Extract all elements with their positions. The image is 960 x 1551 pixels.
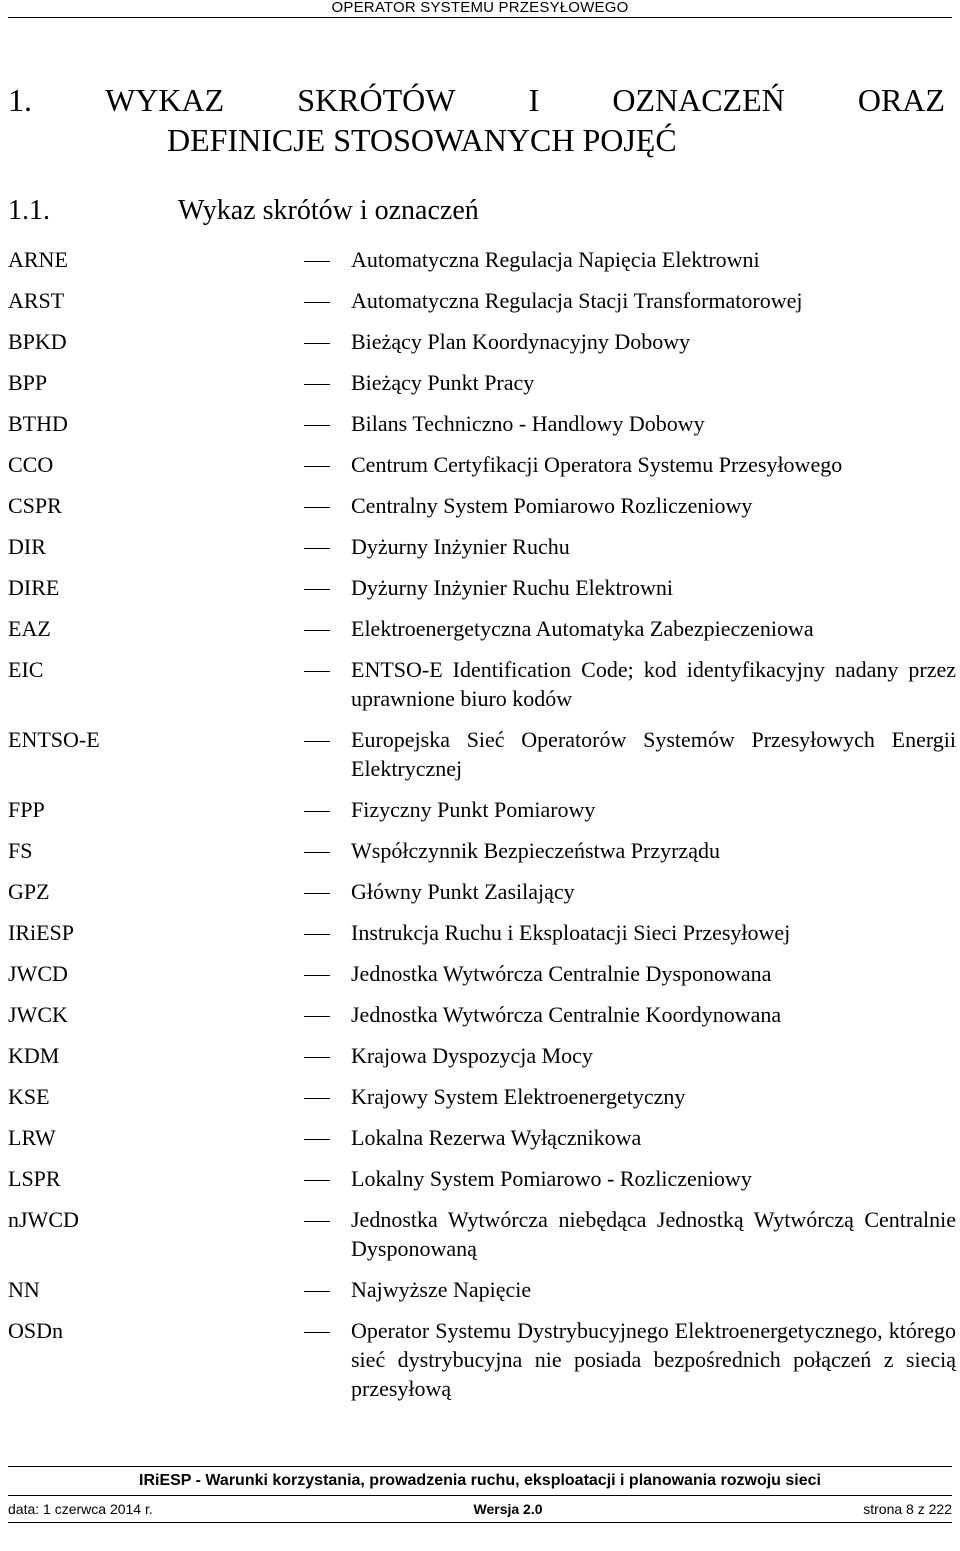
page-footer [8,1466,952,1523]
abbreviation-row [8,573,956,602]
abbreviation-term: GPZ [8,879,50,904]
abbreviation-definition: Krajowa Dyspozycja Mocy [351,1043,593,1068]
abbreviation-row [8,655,956,713]
subsection-number: 1.1. [8,195,50,226]
dash-separator [304,975,330,976]
abbreviation-definition: Centralny System Pomiarowo Rozliczeniowy [351,493,753,518]
section-heading-line1 [8,80,945,120]
abbreviation-term: IRiESP [8,920,75,945]
abbreviation-row [8,836,956,865]
abbreviation-term: KDM [8,1043,60,1068]
abbreviation-row [8,1082,956,1111]
footer-meta-row [8,1496,952,1523]
dash-separator [304,1016,330,1017]
dash-separator [304,934,330,935]
footer-version: Wersja 2.0 [473,1501,543,1517]
dash-separator [304,343,330,344]
abbreviation-row [8,1000,956,1029]
abbreviation-definition: Europejska Sieć Operatorów Systemów Przesyłowych Energii Elektrycznej [351,727,956,781]
dash-separator [304,1221,330,1222]
abbreviation-definition: ENTSO-E Identification Code; kod identyfikacyjny nadany przez uprawnione biuro kodów [351,657,956,711]
abbreviation-definition: Instrukcja Ruchu i Eksploatacji Sieci Przesyłowej [351,920,791,945]
abbreviation-term: BPKD [8,329,67,354]
abbreviation-term: DIR [8,534,46,559]
running-header [8,0,952,18]
abbreviation-row [8,450,956,479]
abbreviation-definition: Dyżurny Inżynier Ruchu Elektrowni [351,575,673,600]
abbreviation-term: FS [8,838,33,863]
section-title-word: I [528,82,540,118]
abbreviation-term: EAZ [8,616,51,641]
abbreviation-term: ARST [8,288,65,313]
abbreviation-list [8,245,956,1415]
abbreviation-definition: Jednostka Wytwórcza niebędąca Jednostką Wytwórczą Centralnie Dysponowaną [351,1207,956,1261]
abbreviation-term: LSPR [8,1166,61,1191]
abbreviation-term: ENTSO-E [8,727,100,752]
abbreviation-definition: Automatyczna Regulacja Napięcia Elektrowni [351,247,760,272]
running-header-title: OPERATOR SYSTEMU PRZESYŁOWEGO [331,0,629,16]
abbreviation-term: CSPR [8,493,62,518]
abbreviation-definition: Krajowy System Elektroenergetyczny [351,1084,686,1109]
dash-separator [304,811,330,812]
section-title-word: ORAZ [857,82,945,118]
dash-separator [304,852,330,853]
dash-separator [304,671,330,672]
abbreviation-row [8,368,956,397]
abbreviation-term: NN [8,1277,40,1302]
abbreviation-row [8,409,956,438]
abbreviation-term: FPP [8,797,45,822]
abbreviation-row [8,1164,956,1193]
abbreviation-definition: Operator Systemu Dystrybucyjnego Elektroenergetycznego, którego sieć dystrybucyjna nie posiada bezpośrednich połączeń z siecią przesyłową [351,1318,956,1401]
abbreviation-definition: Jednostka Wytwórcza Centralnie Dysponowana [351,961,772,986]
section-title-word: OZNACZEŃ [612,82,785,118]
subsection-heading [8,194,479,228]
abbreviation-definition: Dyżurny Inżynier Ruchu [351,534,570,559]
abbreviation-row [8,795,956,824]
abbreviation-row [8,491,956,520]
footer-page-number: strona 8 z 222 [863,1501,952,1517]
abbreviation-row [8,286,956,315]
abbreviation-term: JWCK [8,1002,68,1027]
abbreviation-row [8,959,956,988]
abbreviation-row [8,1123,956,1152]
abbreviation-row [8,245,956,274]
section-number: 1. [8,82,32,118]
abbreviation-row [8,877,956,906]
abbreviation-definition: Bieżący Plan Koordynacyjny Dobowy [351,329,691,354]
dash-separator [304,466,330,467]
dash-separator [304,630,330,631]
abbreviation-row [8,1205,956,1263]
abbreviation-definition: Elektroenergetyczna Automatyka Zabezpieczeniowa [351,616,814,641]
abbreviation-definition: Współczynnik Bezpieczeństwa Przyrządu [351,838,720,863]
abbreviation-definition: Główny Punkt Zasilający [351,879,575,904]
abbreviation-term: OSDn [8,1318,64,1343]
dash-separator [304,1180,330,1181]
abbreviation-row [8,918,956,947]
dash-separator [304,507,330,508]
abbreviation-definition: Lokalna Rezerwa Wyłącznikowa [351,1125,642,1150]
dash-separator [304,1139,330,1140]
dash-separator [304,1291,330,1292]
dash-separator [304,893,330,894]
abbreviation-row [8,1275,956,1304]
subsection-title: Wykaz skrótów i oznaczeń [178,195,479,226]
abbreviation-row [8,725,956,783]
abbreviation-term: ARNE [8,247,68,272]
abbreviation-definition: Lokalny System Pomiarowo - Rozliczeniowy [351,1166,752,1191]
abbreviation-term: nJWCD [8,1207,79,1232]
abbreviation-term: EIC [8,657,44,682]
dash-separator [304,302,330,303]
dash-separator [304,589,330,590]
abbreviation-term: BTHD [8,411,68,436]
section-title-word: SKRÓTÓW [297,82,456,118]
dash-separator [304,261,330,262]
dash-separator [304,1057,330,1058]
abbreviation-definition: Bieżący Punkt Pracy [351,370,535,395]
abbreviation-definition: Automatyczna Regulacja Stacji Transformatorowej [351,288,803,313]
abbreviation-row [8,614,956,643]
abbreviation-term: CCO [8,452,54,477]
abbreviation-term: LRW [8,1125,56,1150]
section-title-word: WYKAZ [105,82,225,118]
section-heading [8,80,948,160]
abbreviation-row [8,1041,956,1070]
section-heading-line2: DEFINICJE STOSOWANYCH POJĘĆ [167,122,677,158]
abbreviation-definition: Jednostka Wytwórcza Centralnie Koordynowana [351,1002,782,1027]
footer-title: IRiESP - Warunki korzystania, prowadzenia ruchu, eksploatacji i planowania rozwoju sieci [8,1467,952,1496]
dash-separator [304,425,330,426]
abbreviation-row [8,327,956,356]
footer-date: data: 1 czerwca 2014 r. [8,1501,153,1517]
abbreviation-definition: Najwyższe Napięcie [351,1277,532,1302]
abbreviation-definition: Fizyczny Punkt Pomiarowy [351,797,596,822]
abbreviation-definition: Centrum Certyfikacji Operatora Systemu Przesyłowego [351,452,843,477]
abbreviation-row [8,1316,956,1403]
dash-separator [304,741,330,742]
dash-separator [304,1098,330,1099]
dash-separator [304,384,330,385]
dash-separator [304,548,330,549]
abbreviation-term: KSE [8,1084,50,1109]
abbreviation-term: BPP [8,370,48,395]
abbreviation-term: DIRE [8,575,60,600]
abbreviation-row [8,532,956,561]
abbreviation-term: JWCD [8,961,68,986]
abbreviation-definition: Bilans Techniczno - Handlowy Dobowy [351,411,705,436]
dash-separator [304,1332,330,1333]
